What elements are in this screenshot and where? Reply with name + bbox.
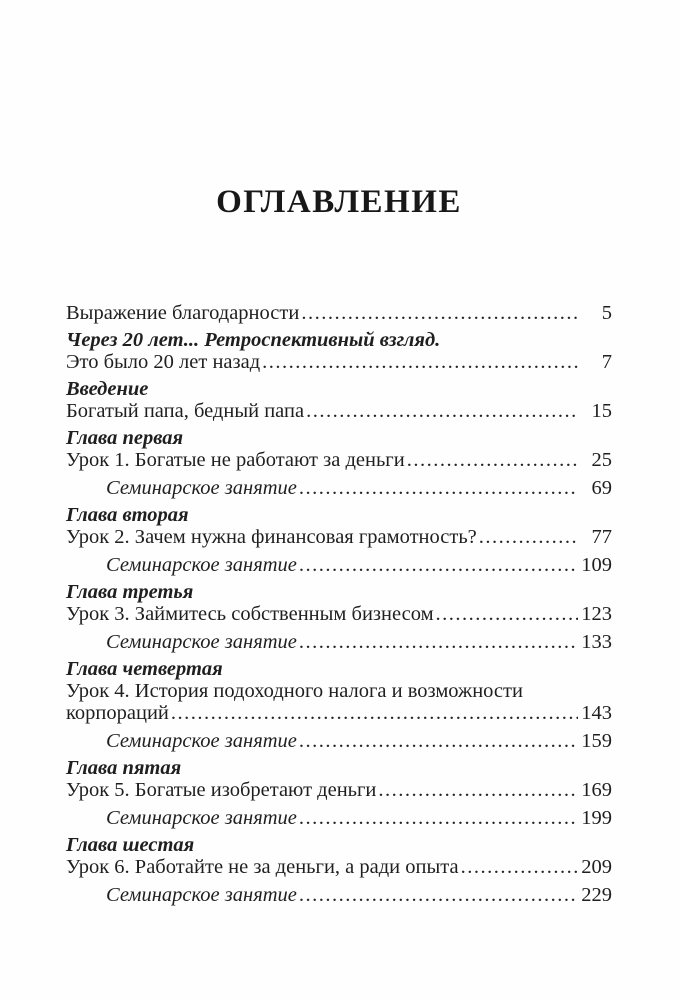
dot-leader <box>262 351 578 373</box>
toc-seminar-label: Семинарское занятие <box>106 730 297 752</box>
toc-seminar-entry <box>66 730 612 752</box>
toc-entry-page: 123 <box>581 603 612 625</box>
toc-chapter-heading: Через 20 лет... Ретроспективный взгляд. <box>66 329 441 351</box>
dot-leader <box>436 603 578 625</box>
toc-entry-page: 15 <box>591 400 612 422</box>
dot-leader <box>378 779 578 801</box>
dot-leader <box>306 400 578 422</box>
dot-leader <box>299 631 578 653</box>
toc-seminar-page: 133 <box>581 631 612 653</box>
toc-entry <box>66 351 612 373</box>
toc-seminar-label: Семинарское занятие <box>106 631 297 653</box>
dot-leader <box>407 449 578 471</box>
toc-entry-page: 169 <box>581 779 612 801</box>
toc-entry-line1: Урок 4. История подоходного налога и возможности <box>66 680 523 702</box>
toc-entry-page: 7 <box>601 351 612 373</box>
page-title: ОГЛАВЛЕНИЕ <box>216 184 462 220</box>
toc-entry-label: Урок 1. Богатые не работают за деньги <box>66 449 405 471</box>
toc-entry <box>66 779 612 801</box>
toc-entry-line2 <box>66 702 612 724</box>
toc-seminar-entry <box>66 631 612 653</box>
toc-seminar-entry <box>66 554 612 576</box>
table-of-contents <box>66 302 612 906</box>
toc-entry <box>66 603 612 625</box>
toc-entry <box>66 302 612 324</box>
toc-seminar-label: Семинарское занятие <box>106 554 297 576</box>
dot-leader <box>299 884 578 906</box>
toc-entry-label: корпораций <box>66 702 169 724</box>
toc-seminar-page: 109 <box>581 554 612 576</box>
toc-entry-page: 5 <box>601 302 612 324</box>
toc-entry-page: 25 <box>591 449 612 471</box>
toc-entry-label: Богатый папа, бедный папа <box>66 400 305 422</box>
toc-seminar-page: 229 <box>581 884 612 906</box>
toc-entry-label: Это было 20 лет назад <box>66 351 261 373</box>
toc-entry <box>66 449 612 471</box>
toc-seminar-page: 69 <box>591 477 612 499</box>
toc-chapter-heading: Глава вторая <box>66 504 189 526</box>
dot-leader <box>301 302 578 324</box>
toc-entry <box>66 526 612 548</box>
dot-leader <box>299 554 578 576</box>
toc-seminar-label: Семинарское занятие <box>106 477 297 499</box>
toc-seminar-page: 199 <box>581 807 612 829</box>
toc-chapter-heading: Глава первая <box>66 427 184 449</box>
toc-entry-page: 209 <box>581 856 612 878</box>
toc-entry <box>66 856 612 878</box>
toc-entry-label: Урок 6. Работайте не за деньги, а ради опыта <box>66 856 459 878</box>
dot-leader <box>299 730 578 752</box>
toc-chapter-heading: Глава пятая <box>66 757 182 779</box>
toc-seminar-page: 159 <box>581 730 612 752</box>
dot-leader <box>299 477 578 499</box>
toc-chapter-heading: Глава шестая <box>66 834 195 856</box>
toc-entry-label: Выражение благодарности <box>66 302 300 324</box>
toc-entry-label: Урок 3. Займитесь собственным бизнесом <box>66 603 434 625</box>
toc-entry-label: Урок 2. Зачем нужна финансовая грамотность? <box>66 526 477 548</box>
dot-leader <box>171 702 578 724</box>
dot-leader <box>461 856 578 878</box>
toc-entry-label: Урок 5. Богатые изобретают деньги <box>66 779 377 801</box>
toc-seminar-entry <box>66 807 612 829</box>
toc-seminar-entry <box>66 884 612 906</box>
toc-chapter-heading: Глава четвертая <box>66 658 223 680</box>
dot-leader <box>299 807 578 829</box>
toc-seminar-entry <box>66 477 612 499</box>
toc-entry <box>66 400 612 422</box>
toc-seminar-label: Семинарское занятие <box>106 807 297 829</box>
dot-leader <box>479 526 578 548</box>
toc-chapter-heading: Введение <box>66 378 149 400</box>
toc-entry-page: 143 <box>581 702 612 724</box>
toc-entry-page: 77 <box>591 526 612 548</box>
toc-seminar-label: Семинарское занятие <box>106 884 297 906</box>
toc-chapter-heading: Глава третья <box>66 581 194 603</box>
